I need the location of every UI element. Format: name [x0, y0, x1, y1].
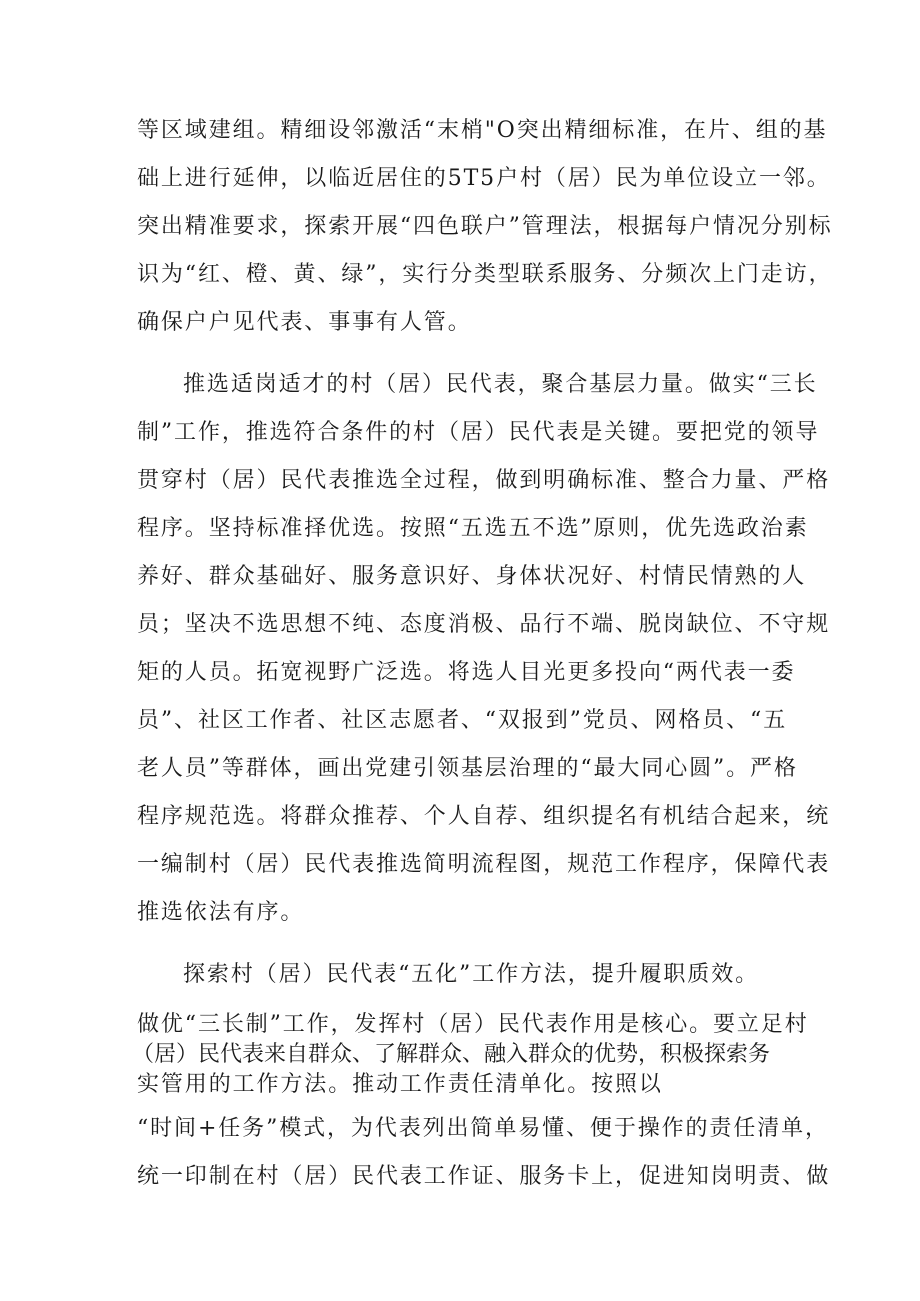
paragraph-2-line-6: 员；坚决不选思想不纯、态度消极、品行不端、脱岗缺位、不守规 [137, 612, 831, 637]
paragraph-2-line-1: 推选适岗适才的村（居）民代表，聚合基层力量。做实“三长 [183, 372, 818, 397]
paragraph-1-line-3: 突出精准要求，探索开展“四色联户”管理法，根据每户情况分别标 [137, 214, 833, 239]
paragraph-3-heading-line: 探索村（居）民代表“五化”工作方法，提升履职质效。 [183, 962, 759, 987]
paragraph-1-line-2: 础上进行延伸，以临近居住的5T5户村（居）民为单位设立一邻。 [137, 166, 831, 191]
paragraph-2-line-12: 推选依法有序。 [137, 900, 305, 925]
paragraph-2-line-3: 贯穿村（居）民代表推选全过程，做到明确标准、整合力量、严格 [137, 468, 831, 493]
paragraph-2-line-11: 一编制村（居）民代表推选简明流程图，规范工作程序，保障代表 [137, 852, 831, 877]
paragraph-1-line-4: 识为“红、橙、黄、绿”，实行分类型联系服务、分频次上门走访， [137, 262, 833, 287]
paragraph-3-line-3: （居）民代表来自群众、了解群众、融入群众的优势，积极探索务 [132, 1042, 771, 1067]
paragraph-2-line-9: 老人员”等群体，画出党建引领基层治理的“最大同心圆”。严格 [137, 756, 798, 781]
paragraph-3-line-2: 做优“三长制”工作，发挥村（居）民代表作用是核心。要立足村 [137, 1012, 809, 1037]
paragraph-1-line-5: 确保户户见代表、事事有人管。 [137, 310, 472, 335]
paragraph-2-line-5: 养好、群众基础好、服务意识好、身体状况好、村情民情熟的人 [137, 564, 807, 589]
paragraph-1-line-1: 等区域建组。精细设邻激活“末梢"O突出精细标准，在片、组的基 [137, 118, 828, 143]
paragraph-2-line-2: 制”工作，推选符合条件的村（居）民代表是关键。要把党的领导 [137, 420, 820, 445]
paragraph-2-line-7: 矩的人员。拓宽视野广泛选。将选人目光更多投向“两代表一委 [137, 660, 796, 685]
paragraph-2-line-10: 程序规范选。将群众推荐、个人自荐、组织提名有机结合起来，统 [137, 804, 831, 829]
paragraph-2-line-4: 程序。坚持标准择优选。按照“五选五不选”原则，优先选政治素 [137, 516, 809, 541]
paragraph-3-line-5: “时间+任务”模式，为代表列出简单易懂、便于操作的责任清单， [137, 1116, 829, 1141]
paragraph-3-line-6: 统一印制在村（居）民代表工作证、服务卡上，促进知岗明责、做 [137, 1164, 831, 1189]
paragraph-2-line-8: 员”、社区工作者、社区志愿者、“双报到”党员、网格员、“五 [137, 708, 788, 733]
paragraph-3-line-4: 实管用的工作方法。推动工作责任清单化。按照以 [137, 1072, 663, 1097]
